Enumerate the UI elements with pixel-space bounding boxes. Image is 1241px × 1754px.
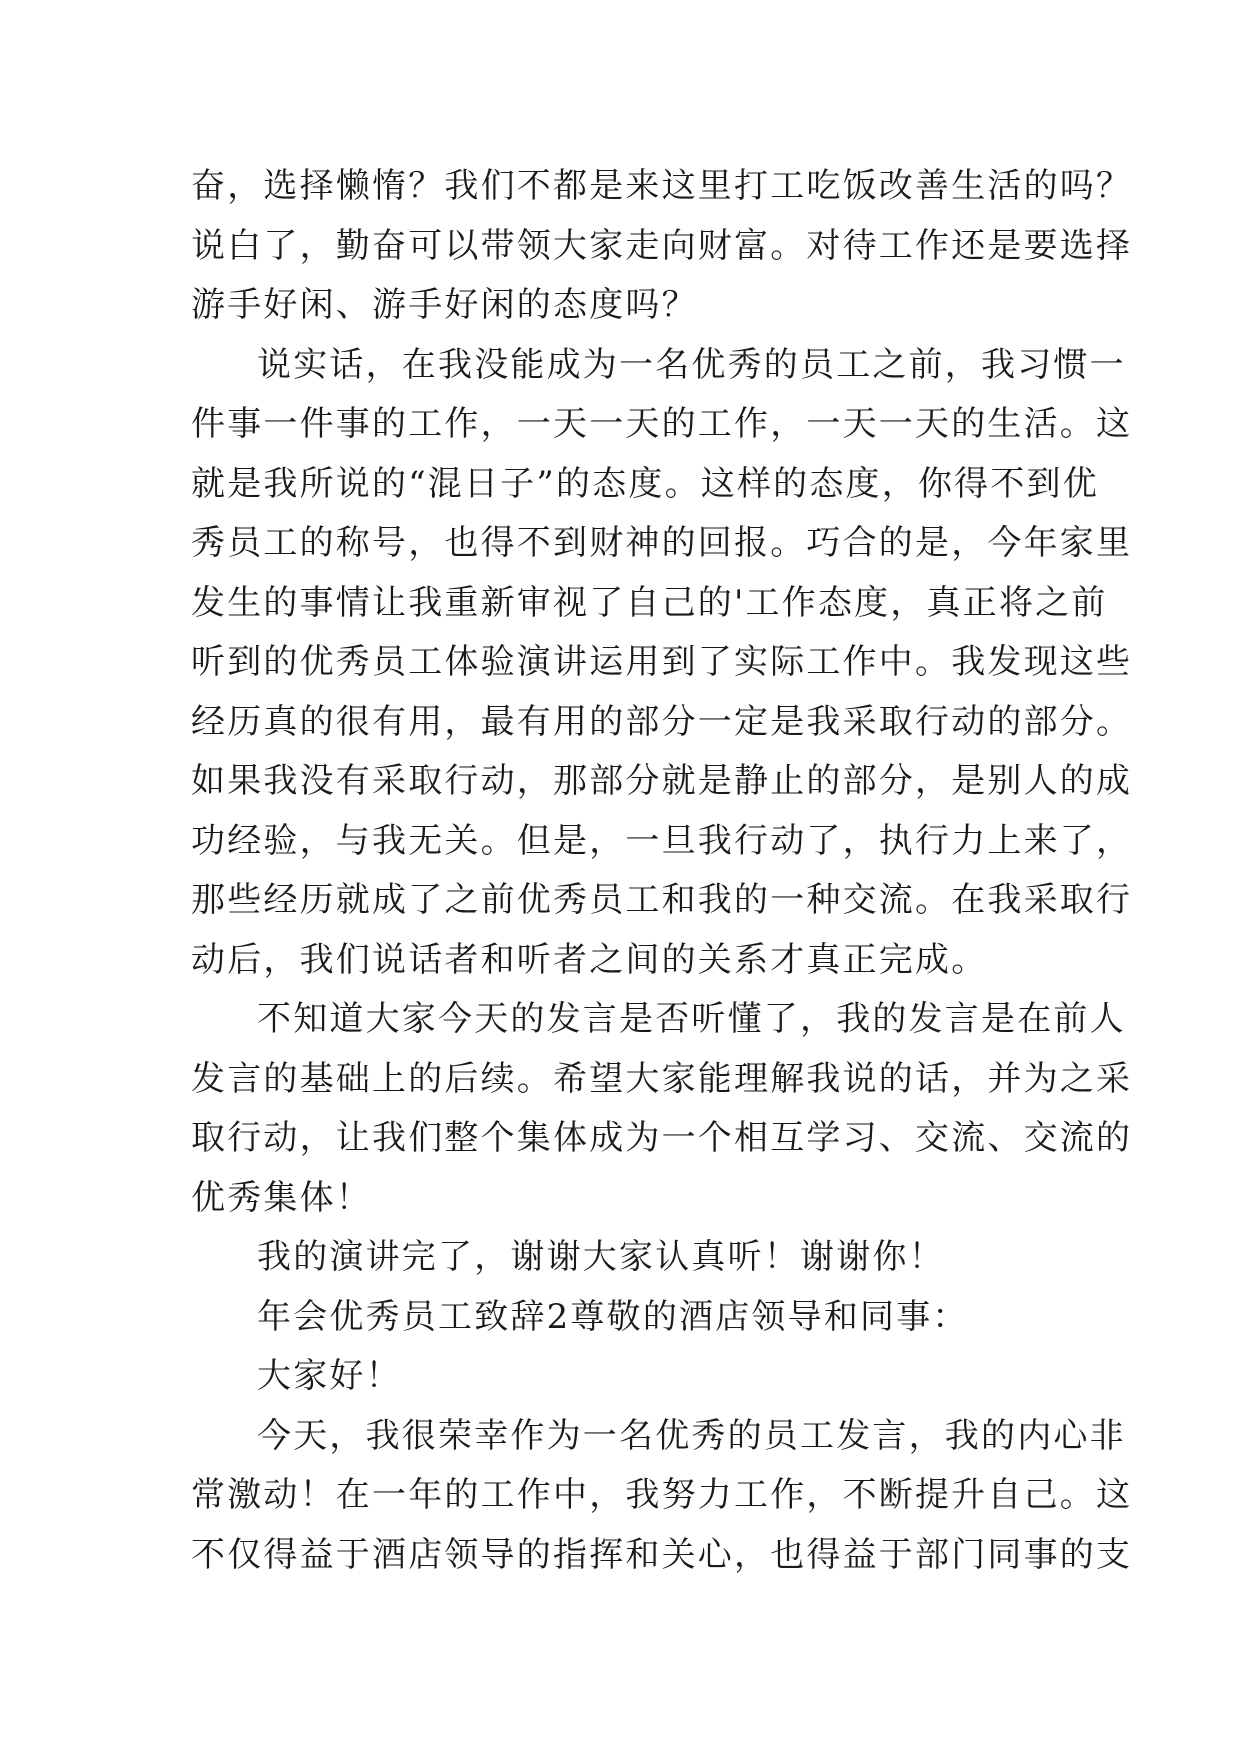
text-line: 不仅得益于酒店领导的指挥和关心，也得益于部门同事的支	[191, 1534, 1133, 1575]
text-line: 说实话，在我没能成为一名优秀的员工之前，我习惯一	[257, 344, 1126, 385]
text-line: 件事一件事的工作，一天一天的工作，一天一天的生活。这	[191, 404, 1133, 444]
text-line: 发言的基础上的后续。希望大家能理解我说的话，并为之采	[191, 1058, 1133, 1099]
text-line: 说白了，勤奋可以带领大家走向财富。对待工作还是要选择	[191, 225, 1133, 266]
text-line: 今天，我很荣幸作为一名优秀的员工发言，我的内心非	[257, 1415, 1126, 1456]
text-line: 大家好！	[257, 1356, 402, 1396]
text-line: 如果我没有采取行动，那部分就是静止的部分，是别人的成	[191, 761, 1133, 801]
text-line: 我的演讲完了，谢谢大家认真听！谢谢你！	[257, 1237, 945, 1277]
text-line: 经历真的很有用，最有用的部分一定是我采取行动的部分。	[191, 701, 1133, 742]
text-line: 取行动，让我们整个集体成为一个相互学习、交流、交流的	[191, 1118, 1133, 1158]
text-line: 功经验，与我无关。但是，一旦我行动了，执行力上来了，	[191, 820, 1133, 861]
text-line: 听到的优秀员工体验演讲运用到了实际工作中。我发现这些	[191, 642, 1133, 682]
text-line: 不知道大家今天的发言是否听懂了，我的发言是在前人	[257, 999, 1126, 1039]
text-line: 优秀集体！	[191, 1177, 372, 1218]
text-line: 动后，我们说话者和听者之间的关系才真正完成。	[191, 939, 988, 980]
text-line: 游手好闲、游手好闲的态度吗？	[191, 285, 698, 325]
text-line: 秀员工的称号，也得不到财神的回报。巧合的是，今年家里	[191, 523, 1133, 563]
text-line: 常激动！在一年的工作中，我努力工作，不断提升自己。这	[191, 1475, 1133, 1515]
text-line: 发生的事情让我重新审视了自己的'工作态度，真正将之前	[191, 582, 1108, 623]
text-line: 那些经历就成了之前优秀员工和我的一种交流。在我采取行	[191, 880, 1133, 920]
text-line: 就是我所说的“混日子”的态度。这样的态度，你得不到优	[191, 463, 1099, 504]
text-line: 奋，选择懒惰？我们不都是来这里打工吃饭改善生活的吗？	[191, 166, 1133, 206]
text-line: 年会优秀员工致辞2尊敬的酒店领导和同事：	[257, 1296, 969, 1337]
document-body	[191, 162, 1133, 1590]
